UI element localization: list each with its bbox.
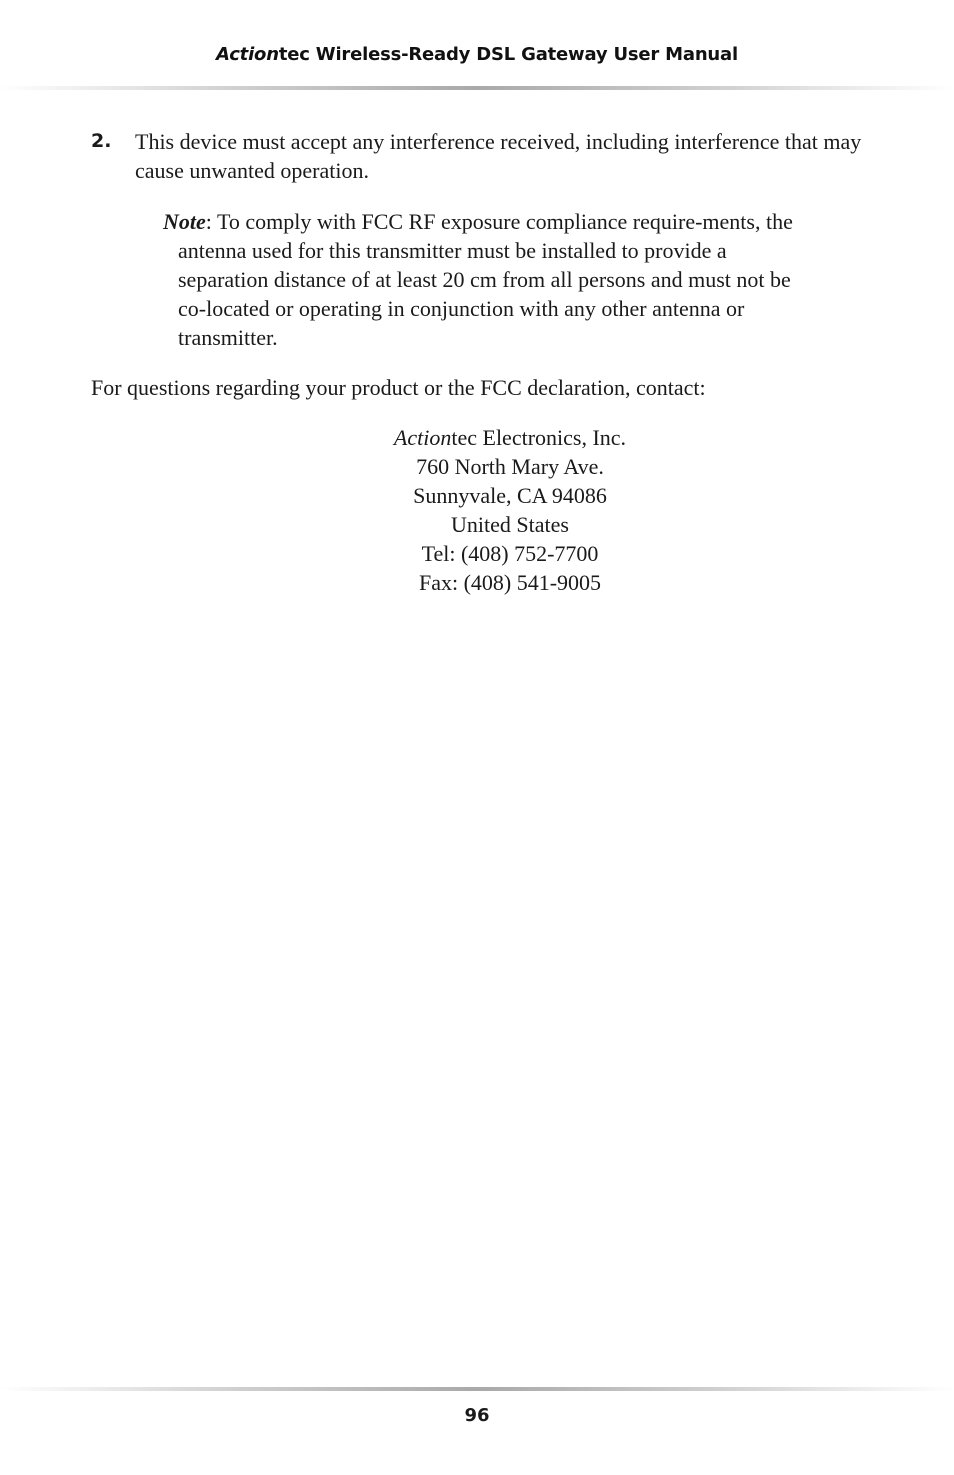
header-divider: [0, 86, 954, 90]
address-city: Sunnyvale, CA 94086: [413, 483, 607, 508]
note-label: Note: [163, 209, 206, 234]
item-number: 2.: [91, 130, 112, 152]
header-title: tec Wireless-Ready DSL Gateway User Manual: [278, 44, 738, 65]
page-number: 96: [464, 1405, 490, 1426]
item-text: This device must accept any interference received, including interference that may cause unwanted operation.: [135, 129, 862, 183]
address-company-rest: tec Electronics, Inc.: [451, 425, 627, 450]
numbered-item: [91, 127, 871, 185]
header-brand: Action: [216, 44, 279, 65]
address-tel: Tel: (408) 752-7700: [421, 541, 599, 566]
note-text: : To comply with FCC RF exposure compliance require-ments, the antenna used for this transmitter must be installed to provide a separation distance of at least 20 cm from all persons and must not be co-located or operating in conjunction with any other antenna or transmitter.: [178, 209, 793, 350]
address-fax: Fax: (408) 541-9005: [418, 570, 602, 595]
contact-address: [310, 423, 710, 597]
address-company-brand: Action: [393, 425, 452, 450]
address-street: 760 North Mary Ave.: [416, 454, 604, 479]
page-header: [0, 44, 954, 65]
note-block: [163, 207, 818, 352]
address-company: [310, 423, 710, 452]
footer-divider: [0, 1387, 954, 1391]
address-country: United States: [451, 512, 569, 537]
contact-intro: For questions regarding your product or the FCC declaration, contact:: [91, 375, 706, 400]
